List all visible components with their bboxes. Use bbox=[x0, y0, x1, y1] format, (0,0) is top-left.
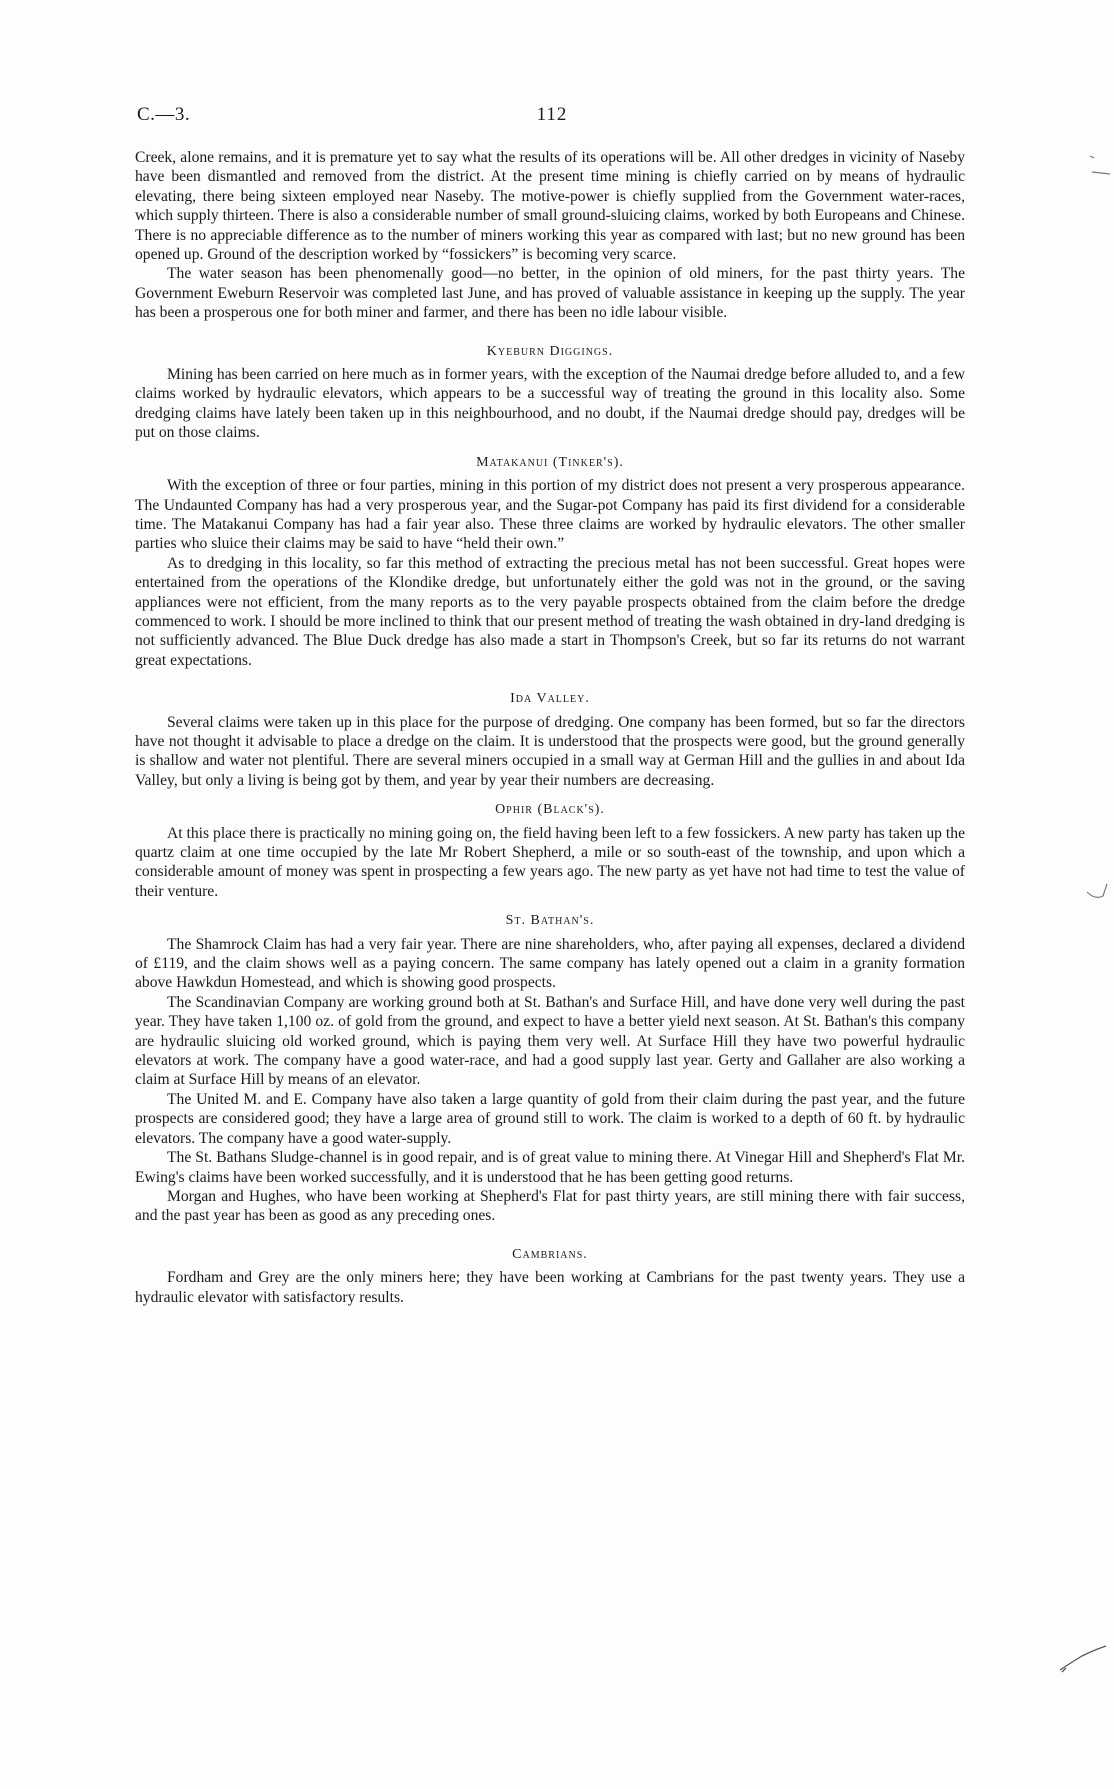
paragraph: As to dredging in this locality, so far this method of extracting the precious metal has not been successful. Great hopes were entertained from the operations of the Klondike dredge, but unfortunately either the gold was not in the ground, or the saving appliances were not efficient, from the many reports as to the very payable prospects obtained from the claim before the dredge commenced to work. I should be more inclined to think that our present method of treating the wash obtained in dry-land dredging is not sufficiently advanced. The Blue Duck dredge has also made a start in Thompson's Creek, but so far its returns do not warrant great expectations. bbox=[135, 554, 965, 669]
page-number: 112 bbox=[536, 104, 568, 125]
margin-scan-mark-middle bbox=[1085, 880, 1111, 910]
paragraph: Mining has been carried on here much as in former years, with the exception of the Naumai dredge before alluded to, and a few claims worked by hydraulic elevators, which appears to be a successful way of treating the ground in this locality also. Some dredging claims have lately been taken up in this neighbourhood, and no doubt, if the Naumai dredge should pay, dredges will be put on those claims. bbox=[135, 366, 965, 442]
section-heading-kyeburn: Kyeburn Diggings. bbox=[486, 343, 614, 359]
paragraph: Fordham and Grey are the only miners here; they have been working at Cambrians for the past twenty years. They use a hydraulic elevator with satisfactory results. bbox=[135, 1269, 965, 1306]
margin-scan-mark-bottom bbox=[1058, 1640, 1108, 1676]
section-heading-st-bathans: St. Bathan's. bbox=[505, 913, 595, 929]
paragraph: The water season has been phenomenally good—no better, in the opinion of old miners, for the past thirty years. The Government Eweburn Reservoir was completed last June, and has proved of valuable assistance in keeping up the supply. The year has been a prosperous one for both miner and farmer, and there has been no idle labour visible. bbox=[135, 265, 965, 322]
paragraph: Several claims were taken up in this place for the purpose of dredging. One company has been formed, but so far the directors have not thought it advisable to place a dredge on the claim. It is understood that the prospects were good, but the ground generally is shallow and water not plentiful. There are several miners occupied in a small way at German Hill and the gullies in and about Ida Valley, but only a living is being got by them, and year by year their numbers are decreasing. bbox=[135, 713, 965, 789]
margin-scan-mark-top bbox=[1088, 152, 1112, 182]
section-heading-matakanui: Matakanui (Tinker's). bbox=[476, 454, 624, 470]
paragraph: The Shamrock Claim has had a very fair year. There are nine shareholders, who, after paying all expenses, declared a dividend of £119, and the claim shows well as a paying concern. The same company has lately opened out a claim in a granity formation above Hawkdun Homestead, and which is showing good prospects. bbox=[135, 935, 965, 992]
paragraph: With the exception of three or four parties, mining in this portion of my district does not present a very prosperous appearance. The Undaunted Company has had a very prosperous year, and the Sugar-pot Company has paid its first dividend for a considerable time. The Matakanui Company has had a fair year also. These three claims are worked by hydraulic elevators. The other smaller parties who sluice their claims may be said to have “held their own.” bbox=[135, 477, 965, 553]
document-code: C.—3. bbox=[137, 104, 191, 125]
section-heading-ida-valley: Ida Valley. bbox=[510, 691, 590, 707]
page-header bbox=[137, 104, 967, 134]
paragraph: At this place there is practically no mining going on, the field having been left to a few fossickers. A new party has taken up the quartz claim at one time occupied by the late Mr Robert Shepherd, a mile or so south-east of the township, and upon which a considerable amount of money was spent in prospecting a few years ago. The new party as yet have not had time to test the value of their venture. bbox=[135, 824, 965, 900]
document-body bbox=[135, 148, 965, 1307]
paragraph: Creek, alone remains, and it is premature yet to say what the results of its operations will be. All other dredges in vicinity of Naseby have been dismantled and removed from the district. At the present time mining is chiefly carried on by means of hydraulic elevating, there being sixteen employed near Naseby. The motive-power is chiefly supplied from the Government water-races, which supply thirteen. There is also a considerable number of small ground-sluicing claims, worked by both Europeans and Chinese. There is no appreciable difference as to the number of miners working this year as compared with last; but no new ground has been opened up. Ground of the description worked by “fossickers” is becoming very scarce. bbox=[135, 149, 965, 264]
paragraph: The United M. and E. Company have also taken a large quantity of gold from their claim during the past year, and the future prospects are considered good; they have a large area of ground still to work. The claim is worked to a depth of 60 ft. by hydraulic elevators. The company have a good water-supply. bbox=[135, 1090, 965, 1147]
paragraph: Morgan and Hughes, who have been working at Shepherd's Flat for past thirty years, are still mining there with fair success, and the past year has been as good as any preceding ones. bbox=[135, 1187, 965, 1225]
section-heading-ophir: Ophir (Black's). bbox=[495, 802, 605, 818]
paragraph: The Scandinavian Company are working ground both at St. Bathan's and Surface Hill, and have done very well during the past year. They have taken 1,100 oz. of gold from the ground, and expect to have a better yield next season. At St. Bathan's this company are hydraulic sluicing old worked ground, which is paying them very well. At Surface Hill they have two powerful hydraulic elevators at work. The company have a good water-race, and had a good supply last year. Gerty and Gallaher are also working a claim at Surface Hill by means of an elevator. bbox=[135, 993, 965, 1089]
section-heading-cambrians: Cambrians. bbox=[512, 1246, 588, 1262]
paragraph: The St. Bathans Sludge-channel is in good repair, and is of great value to mining there. At Vinegar Hill and Shepherd's Flat Mr. Ewing's claims have been worked successfully, and it is understood that he has been getting good returns. bbox=[135, 1149, 965, 1186]
